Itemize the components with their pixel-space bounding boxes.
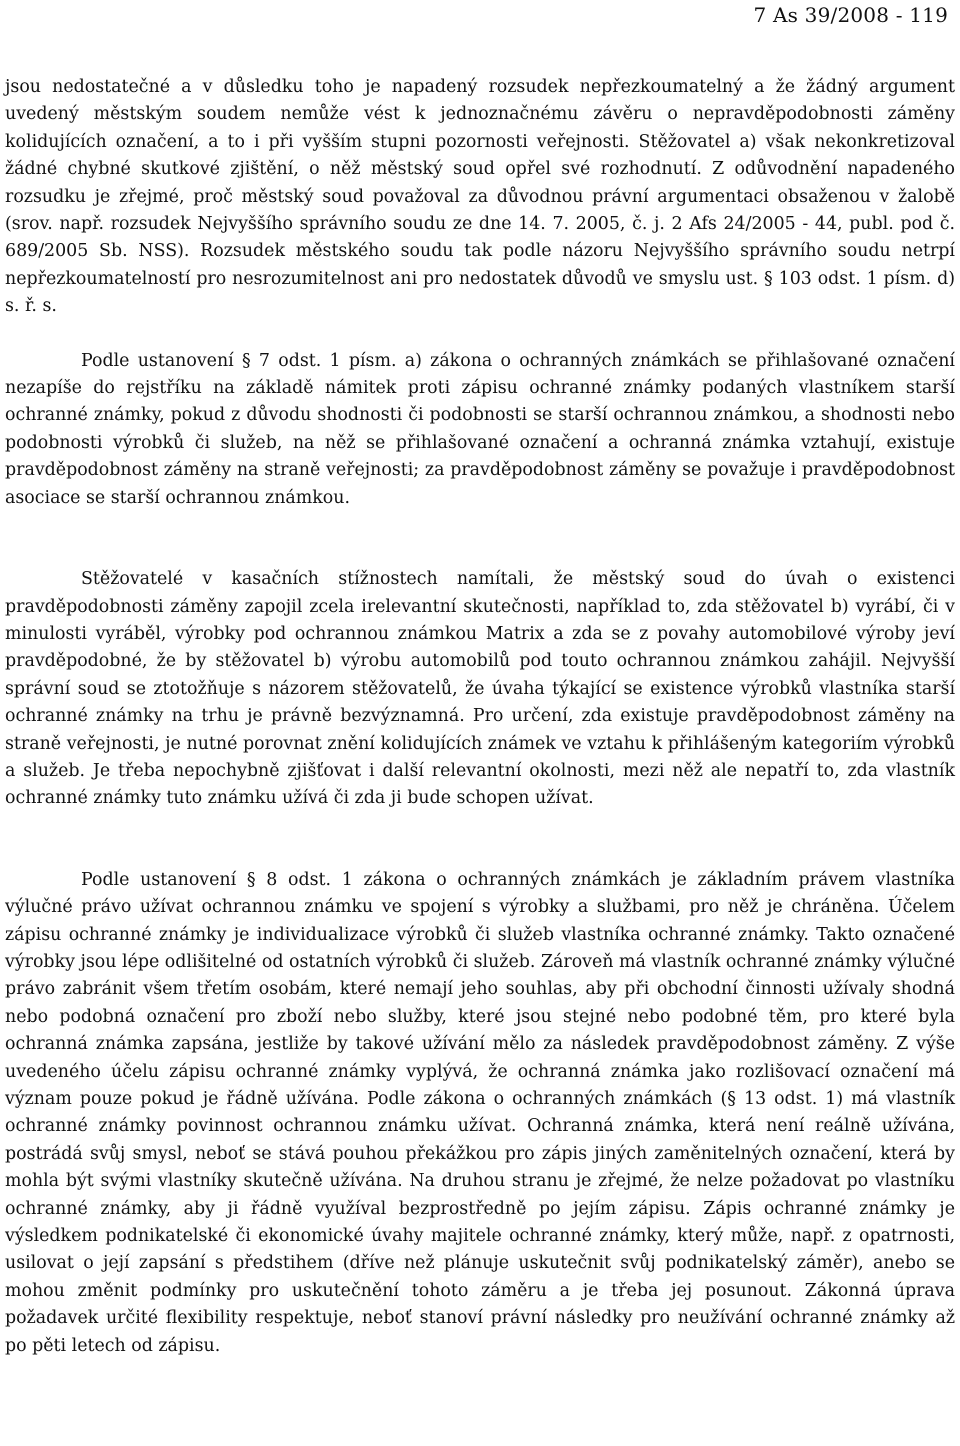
document-body: [5, 74, 955, 1360]
paragraph-continuation: jsou nedostatečné a v důsledku toho je napadený rozsudek nepřezkoumatelný a že žádný argument uvedený městským soudem nemůže vést k jednoznačnému závěru o nepravděpodobnosti záměny kolidujících označení, a to i při vyšším stupni pozornosti veřejnosti. Stěžovatel a) však nekonkretizoval žádné chybné skutkové zjištění, o něž městský soud opřel své rozhodnutí. Z odůvodnění napadeného rozsudku je zřejmé, proč městský soud považoval za důvodnou právní argumentaci obsaženou v žalobě (srov. např. rozsudek Nejvyššího správního soudu ze dne 14. 7. 2005, č. j. 2 Afs 24/2005 - 44, publ. pod č. 689/2005 Sb. NSS). Rozsudek městského soudu tak podle názoru Nejvyššího správního soudu netrpí nepřezkoumatelností pro nesrozumitelnost ani pro nedostatek důvodů ve smyslu ust. § 103 odst. 1 písm. d) s. ř. s.: [5, 77, 955, 317]
paragraph-complainants-objection: Stěžovatelé v kasačních stížnostech namítali, že městský soud do úvah o existenci pravděpodobnosti záměny zapojil zcela irelevantní skutečnosti, například to, zda stěžovatel b) vyrábí, či v minulosti vyráběl, výrobky pod ochrannou známkou Matrix a zda se z povahy automobilové výroby jeví pravděpodobné, že by stěžovatel b) výrobu automobilů pod touto ochrannou známkou zahájil. Nejvyšší správní soud se ztotožňuje s názorem stěžovatelů, že úvaha týkající se existence výrobků vlastníka starší ochranné známky na trhu je právně bezvýznamná. Pro určení, zda existuje pravděpodobnost záměny na straně veřejnosti, je nutné porovnat znění kolidujících známek ve vztahu k přihlášeným kategoriím výrobků a služeb. Je třeba nepochybně zjišťovat i další relevantní okolnosti, mezi něž ale nepatří to, zda vlastník ochranné známky tuto známku užívá či zda ji bude schopen užívat.: [5, 569, 955, 809]
paragraph-section-7: Podle ustanovení § 7 odst. 1 písm. a) zákona o ochranných známkách se přihlašované označení nezapíše do rejstříku na základě námitek proti zápisu ochranné známky podaných vlastníkem starší ochranné známky, pokud z důvodu shodnosti či podobnosti se starší ochrannou známkou, a shodnosti nebo podobnosti výrobků či služeb, na něž se přihlašované označení a ochranná známka vztahují, existuje pravděpodobnost záměny na straně veřejnosti; za pravděpodobnost záměny se považuje i pravděpodobnost asociace se starší ochrannou známkou.: [5, 350, 955, 508]
paragraph-section-8: Podle ustanovení § 8 odst. 1 zákona o ochranných známkách je základním právem vlastníka výlučné právo užívat ochrannou známku ve spojení s výrobky a službami, pro něž je chráněna. Účelem zápisu ochranné známky je individualizace výrobků či služeb vlastníka ochranné známky. Takto označené výrobky jsou lépe odlišitelné od ostatních výrobků či služeb. Zároveň má vlastník ochranné známky výlučné právo zabránit všem třetím osobám, které nemají jeho souhlas, aby při obchodní činnosti užívaly shodná nebo podobná označení pro zboží nebo služby, které jsou stejné nebo podobné těm, pro které byla ochranná známka zapsána, jestliže by takové užívání mělo za následek pravděpodobnost záměny. Z výše uvedeného účelu zápisu ochranné známky vyplývá, že ochranná známka jako rozlišovací označení má význam pouze pokud je řádně užívána. Podle zákona o ochranných známkách (§ 13 odst. 1) má vlastník ochranné známky povinnost ochrannou známku užívat. Ochranná známka, která není reálně užívána, postrádá svůj smysl, neboť se stává pouhou překážkou pro zápis jiných zaměnitelných označení, která by mohla být svými vlastníky skutečně užívána. Na druhou stranu je zřejmé, že nelze požadovat po vlastníku ochranné známky, aby ji řádně využíval bezprostředně po jejím zápisu. Zápis ochranné známky je výsledkem podnikatelské či ekonomické úvahy majitele ochranné známky, který může, např. z opatrnosti, usilovat o její zapsání s předstihem (dříve než plánuje uskutečnit svůj podnikatelský záměr), anebo se mohou změnit podmínky pro uskutečnění tohoto záměru a je třeba jej posunout. Zákonná úprava požadavek určité flexibility respektuje, neboť stanoví právní následky pro neužívání ochranné známky až po pěti letech od zápisu.: [5, 869, 955, 1356]
page-reference: 7 As 39/2008 - 119: [753, 3, 948, 27]
